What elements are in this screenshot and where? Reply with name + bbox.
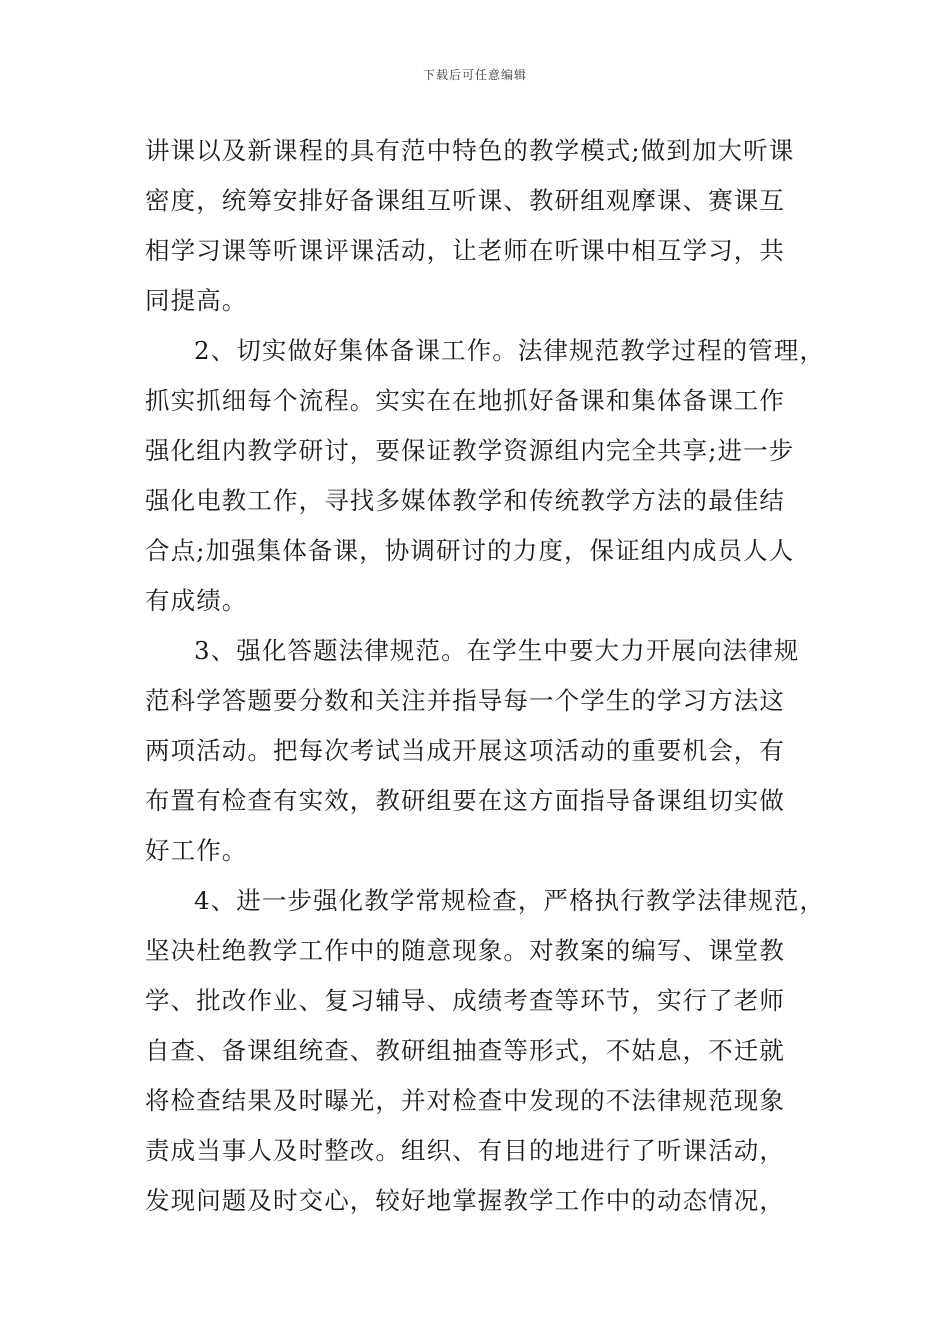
paragraph-start-line: 3、强化答题法律规范。在学生中要大力开展向法律规	[194, 636, 800, 665]
text-line: 责成当事人及时整改。组织、有目的地进行了听课活动，	[145, 1136, 785, 1165]
page-header: 下载后可任意编辑	[422, 68, 527, 82]
text-line: 学、批改作业、复习辅导、成绩考查等环节，实行了老师	[145, 986, 785, 1015]
text-line: 将检查结果及时曝光，并对检查中发现的不法律规范现象	[145, 1086, 785, 1115]
text-line: 强化电教工作，寻找多媒体教学和传统教学方法的最佳结	[145, 486, 785, 515]
text-line: 发现问题及时交心，较好地掌握教学工作中的动态情况，	[145, 1186, 785, 1215]
text-line: 自查、备课组统查、教研组抽查等形式，不姑息，不迁就	[145, 1036, 785, 1065]
text-line: 讲课以及新课程的具有范中特色的教学模式;做到加大听课	[145, 136, 795, 165]
text-line: 布置有检查有实效，教研组要在这方面指导备课组切实做	[145, 786, 785, 815]
document-body	[145, 126, 826, 1226]
text-line: 相学习课等听课评课活动，让老师在听课中相互学习，共	[145, 236, 785, 265]
paragraph-start-line: 4、进一步强化教学常规检查，严格执行教学法律规范，	[194, 886, 826, 915]
text-line: 两项活动。把每次考试当成开展这项活动的重要机会，有	[145, 736, 785, 765]
text-line: 坚决杜绝教学工作中的随意现象。对教案的编写、课堂教	[145, 936, 785, 965]
text-line: 合点;加强集体备课，协调研讨的力度，保证组内成员人人	[145, 536, 795, 565]
paragraph-start-line: 2、切实做好集体备课工作。法律规范教学过程的管理，	[194, 336, 826, 365]
text-line: 强化组内教学研讨，要保证教学资源组内完全共享;进一步	[145, 436, 795, 465]
text-line: 好工作。	[145, 836, 248, 865]
text-line: 抓实抓细每个流程。实实在在地抓好备课和集体备课工作	[145, 386, 785, 415]
text-line: 密度，统筹安排好备课组互听课、教研组观摩课、赛课互	[145, 186, 785, 215]
text-line: 范科学答题要分数和关注并指导每一个学生的学习方法这	[145, 686, 785, 715]
text-line: 有成绩。	[145, 586, 248, 615]
text-line: 同提高。	[145, 286, 248, 315]
